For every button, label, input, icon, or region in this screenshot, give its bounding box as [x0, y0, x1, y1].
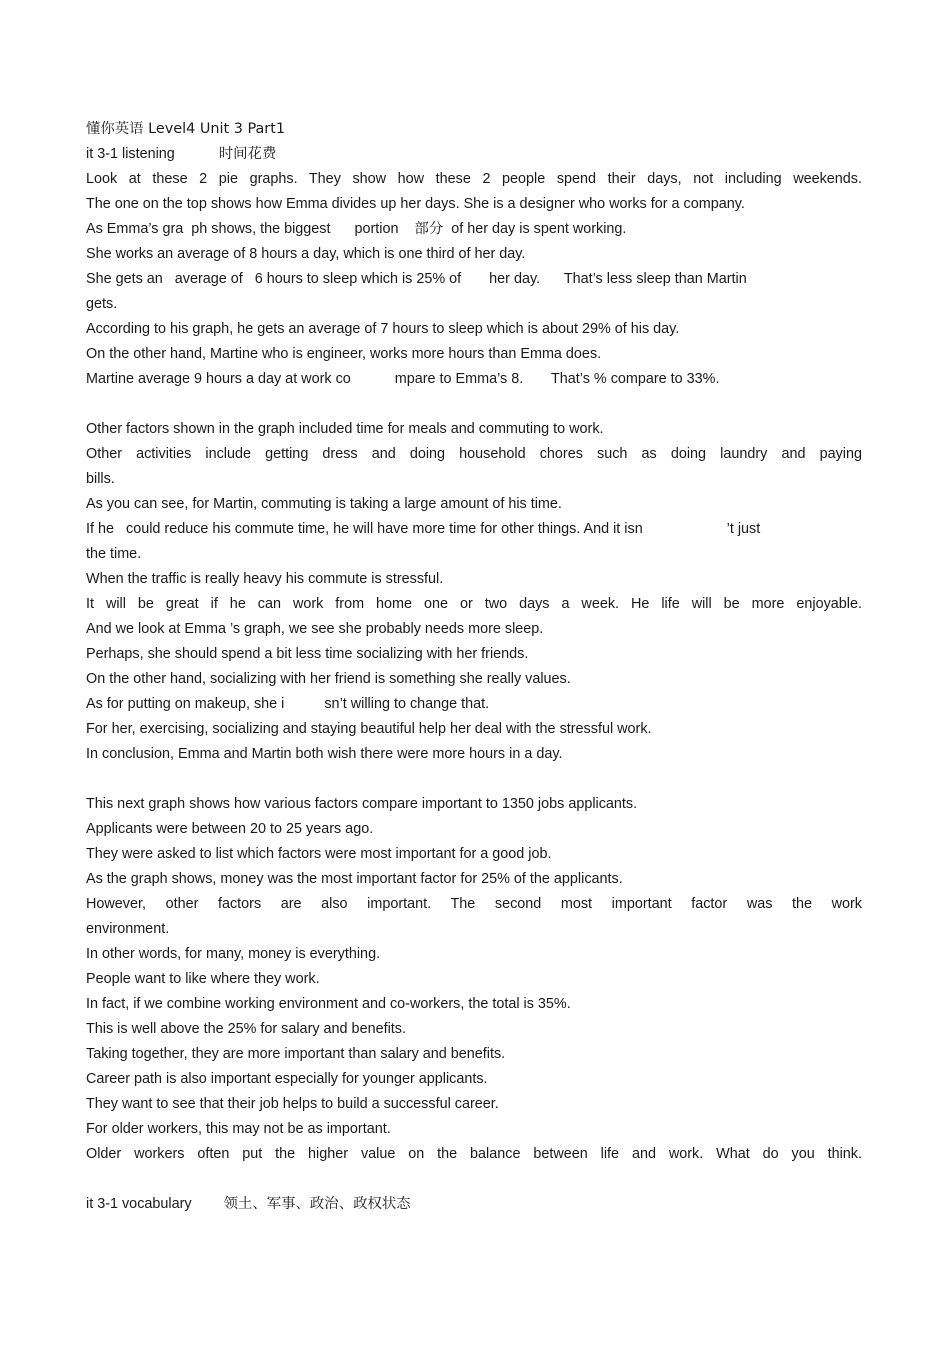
text-line: They were asked to list which factors were most important for a good job. — [86, 846, 552, 862]
text-line: gets. — [86, 296, 118, 312]
text-line: As the graph shows, money was the most important factor for 25% of the applicants. — [86, 871, 623, 887]
text-line: Applicants were between 20 to 25 years ago. — [86, 821, 374, 837]
text-line: the time. — [86, 546, 142, 562]
text-line: She works an average of 8 hours a day, which is one third of her day. — [86, 246, 526, 262]
text-line: They want to see that their job helps to build a successful career. — [86, 1096, 499, 1112]
text-line: And we look at Emma ’s graph, we see she probably needs more sleep. — [86, 621, 544, 637]
text-line: People want to like where they work. — [86, 971, 320, 987]
text-line: If he could reduce his commute time, he will have more time for other things. And it isn ’t just — [86, 521, 761, 537]
text-line: This is well above the 25% for salary and benefits. — [86, 1021, 406, 1037]
spacer — [86, 392, 862, 417]
paragraph-job-factors — [86, 792, 862, 1167]
spacer — [86, 1167, 862, 1192]
text-line: Other activities include getting dress and doing household chores such as doing laundry and paying — [86, 446, 862, 462]
vocabulary-heading: it 3-1 vocabulary 领土、军事、政治、政权状态 — [86, 1196, 411, 1212]
text-line: However, other factors are also important. The second most important factor was the work — [86, 896, 862, 912]
text-line: As for putting on makeup, she i sn’t willing to change that. — [86, 696, 490, 712]
text-line: For older workers, this may not be as important. — [86, 1121, 391, 1137]
text-line: Taking together, they are more important than salary and benefits. — [86, 1046, 506, 1062]
text-line: According to his graph, he gets an average of 7 hours to sleep which is about 29% of his day. — [86, 321, 680, 337]
text-line: Career path is also important especially for younger applicants. — [86, 1071, 488, 1087]
text-line: As you can see, for Martin, commuting is taking a large amount of his time. — [86, 496, 562, 512]
text-line: In fact, if we combine working environment and co-workers, the total is 35%. — [86, 996, 571, 1012]
listening-heading: it 3-1 listening 时间花费 — [86, 146, 277, 162]
text-line: Perhaps, she should spend a bit less time socializing with her friends. — [86, 646, 529, 662]
spacer — [86, 767, 862, 792]
text-line: In other words, for many, money is everything. — [86, 946, 381, 962]
text-line: For her, exercising, socializing and staying beautiful help her deal with the stressful work. — [86, 721, 652, 737]
text-line: She gets an average of 6 hours to sleep which is 25% of her day. That’s less sleep than Martin — [86, 271, 747, 287]
text-line: bills. — [86, 471, 115, 487]
paragraph-other-factors — [86, 417, 862, 767]
text-line: On the other hand, socializing with her friend is something she really values. — [86, 671, 571, 687]
text-line: This next graph shows how various factors compare important to 1350 jobs applicants. — [86, 796, 638, 812]
document-body — [86, 117, 862, 1217]
text-line: Look at these 2 pie graphs. They show how these 2 people spend their days, not including weekends. — [86, 171, 862, 187]
paragraph-pie-graphs — [86, 167, 862, 392]
text-line: On the other hand, Martine who is engineer, works more hours than Emma does. — [86, 346, 602, 362]
text-line: It will be great if he can work from home one or two days a week. He life will be more enjoyable. — [86, 596, 862, 612]
text-line: When the traffic is really heavy his commute is stressful. — [86, 571, 444, 587]
text-line: Martine average 9 hours a day at work co mpare to Emma’s 8. That’s % compare to 33%. — [86, 371, 720, 387]
text-line: Other factors shown in the graph included time for meals and commuting to work. — [86, 421, 604, 437]
text-line: In conclusion, Emma and Martin both wish there were more hours in a day. — [86, 746, 563, 762]
page-title: 懂你英语 Level4 Unit 3 Part1 — [86, 121, 286, 137]
text-line: Older workers often put the higher value on the balance between life and work. What do you think. — [86, 1146, 862, 1162]
text-line: As Emma’s gra ph shows, the biggest portion 部分 of her day is spent working. — [86, 221, 627, 237]
text-line: environment. — [86, 921, 170, 937]
text-line: The one on the top shows how Emma divides up her days. She is a designer who works for a company. — [86, 196, 745, 212]
